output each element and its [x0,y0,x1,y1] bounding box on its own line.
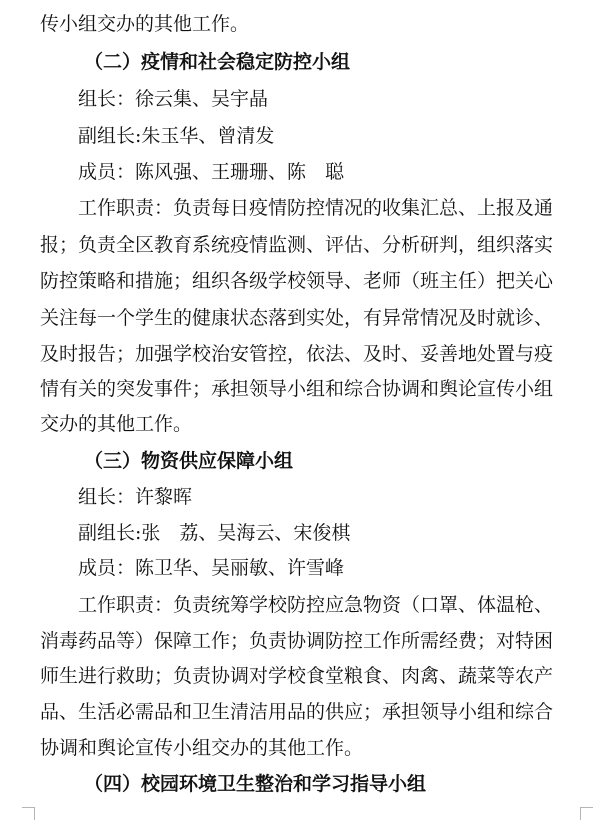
text-line: 关注每一个学生的健康状态落到实处，有异常情况及时就诊、 [40,307,554,329]
page-corner-mark [580,807,593,820]
text-line: 报；负责全区教育系统疫情监测、评估、分析研判，组织落实 [40,234,554,256]
text-line: 副组长:张 荔、吴海云、宋俊棋 [78,522,351,544]
text-line: 师生进行救助；负责协调对学校食堂粮食、肉禽、蔬菜等农产 [40,665,554,687]
text-line: 协调和舆论宣传小组交办的其他工作。 [40,737,364,759]
text-line: 成员：陈卫华、吴丽敏、许雪峰 [78,557,345,579]
text-line: 工作职责：负责统筹学校防控应急物资（口罩、体温枪、 [78,594,554,616]
text-line: 消毒药品等）保障工作；负责协调防控工作所需经费；对特困 [40,630,554,652]
section-heading: （四）校园环境卫生整治和学习指导小组 [84,773,427,795]
text-line: 副组长:朱玉华、曾清发 [78,125,275,147]
text-line: 组长：许黎晖 [78,486,193,508]
page-corner-mark [22,807,35,820]
text-line: 成员：陈风强、王珊珊、陈 聪 [78,161,345,183]
section-heading: （二）疫情和社会稳定防控小组 [84,51,351,73]
text-line: 交办的其他工作。 [40,413,193,435]
section-heading: （三）物资供应保障小组 [84,450,294,472]
text-line: 组长：徐云集、吴宇晶 [78,88,269,110]
text-line: 防控策略和措施；组织各级学校领导、老师（班主任）把关心 [40,270,554,292]
text-line: 情有关的突发事件；承担领导小组和综合协调和舆论宣传小组 [40,378,554,400]
text-line: 品、生活必需品和卫生清洁用品的供应；承担领导小组和综合 [40,701,554,723]
text-line: 工作职责：负责每日疫情防控情况的收集汇总、上报及通 [78,197,554,219]
text-line: 及时报告；加强学校治安管控，依法、及时、妥善地处置与疫 [40,343,554,365]
text-line: 传小组交办的其他工作。 [40,13,250,35]
